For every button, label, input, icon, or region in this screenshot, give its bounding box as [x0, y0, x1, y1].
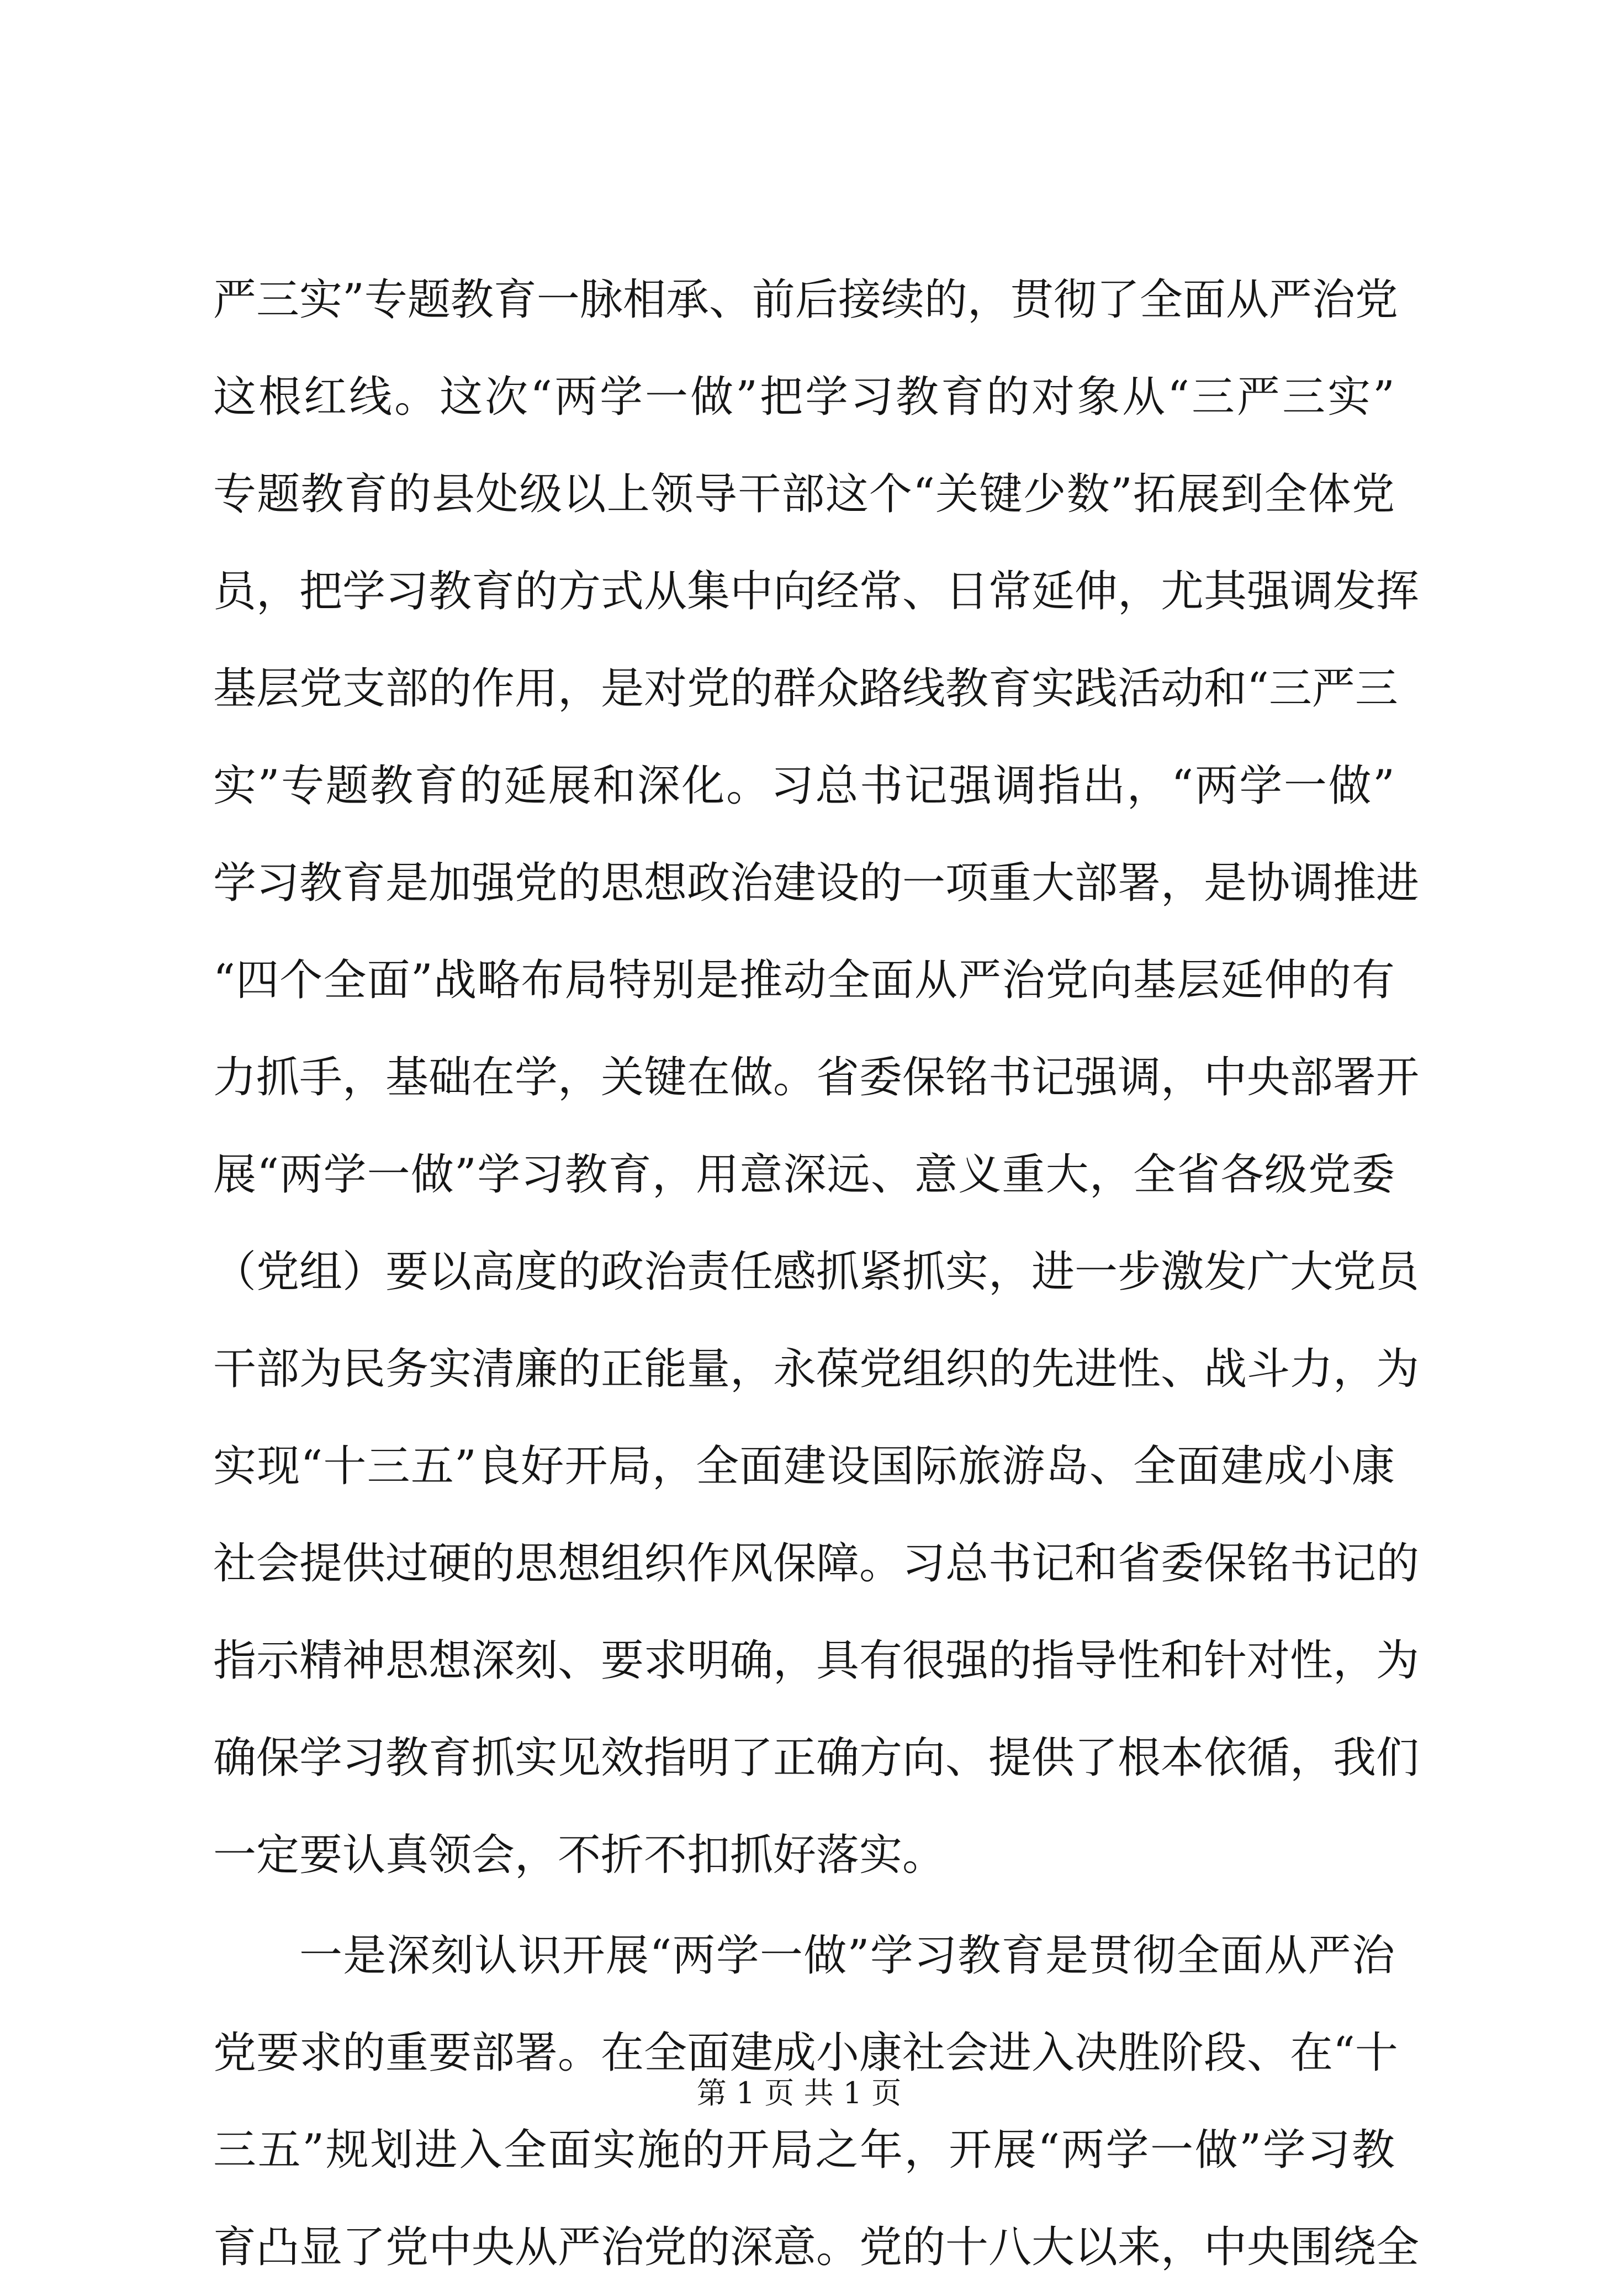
paragraph-1	[213, 251, 1420, 1904]
text-line: 专题教育的县处级以上领导干部这个“关键少数”拓展到全体党	[213, 469, 1395, 519]
text-line: 基层党支部的作用，是对党的群众路线教育实践活动和“三严三	[213, 664, 1398, 714]
text-line: 一是深刻认识开展“两学一做”学习教育是贯彻全面从严治	[299, 1931, 1395, 1981]
text-line: 干部为民务实清廉的正能量，永葆党组织的先进性、战斗力，为	[213, 1344, 1420, 1394]
text-line: 这根红线。这次“两学一做”把学习教育的对象从“三严三实”	[213, 372, 1395, 422]
document-body	[213, 251, 1420, 2296]
text-line: 学习教育是加强党的思想政治建设的一项重大部署，是协调推进	[213, 858, 1420, 908]
text-line: 严三实”专题教育一脉相承、前后接续的，贯彻了全面从严治党	[213, 275, 1398, 325]
text-line: 展“两学一做”学习教育，用意深远、意义重大，全省各级党委	[213, 1150, 1395, 1200]
text-line: （党组）要以高度的政治责任感抓紧抓实，进一步激发广大党员	[213, 1247, 1420, 1297]
text-line: 实现“十三五”良好开局，全面建设国际旅游岛、全面建成小康	[213, 1442, 1395, 1491]
text-line: 育凸显了党中央从严治党的深意。党的十八大以来，中央围绕全	[213, 2223, 1420, 2272]
text-line: 实”专题教育的延展和深化。习总书记强调指出，“两学一做”	[213, 761, 1395, 811]
text-line: 员，把学习教育的方式从集中向经常、日常延伸，尤其强调发挥	[213, 567, 1420, 616]
text-line: 确保学习教育抓实见效指明了正确方向、提供了根本依循，我们	[213, 1733, 1420, 1783]
page-number-footer: 第 1 页 共 1 页	[696, 2076, 902, 2110]
text-line: 力抓手，基础在学，关键在做。省委保铭书记强调，中央部署开	[213, 1053, 1420, 1102]
text-line: 党要求的重要部署。在全面建成小康社会进入决胜阶段、在“十	[213, 2028, 1398, 2078]
text-line: “四个全面”战略布局特别是推动全面从严治党向基层延伸的有	[213, 956, 1395, 1005]
text-line: 三五”规划进入全面实施的开局之年，开展“两学一做”学习教	[213, 2125, 1395, 2175]
text-line: 社会提供过硬的思想组织作风保障。习总书记和省委保铭书记的	[213, 1539, 1420, 1588]
text-line: 一定要认真领会，不折不扣抓好落实。	[213, 1830, 946, 1880]
text-line: 指示精神思想深刻、要求明确，具有很强的指导性和针对性，为	[213, 1636, 1420, 1686]
